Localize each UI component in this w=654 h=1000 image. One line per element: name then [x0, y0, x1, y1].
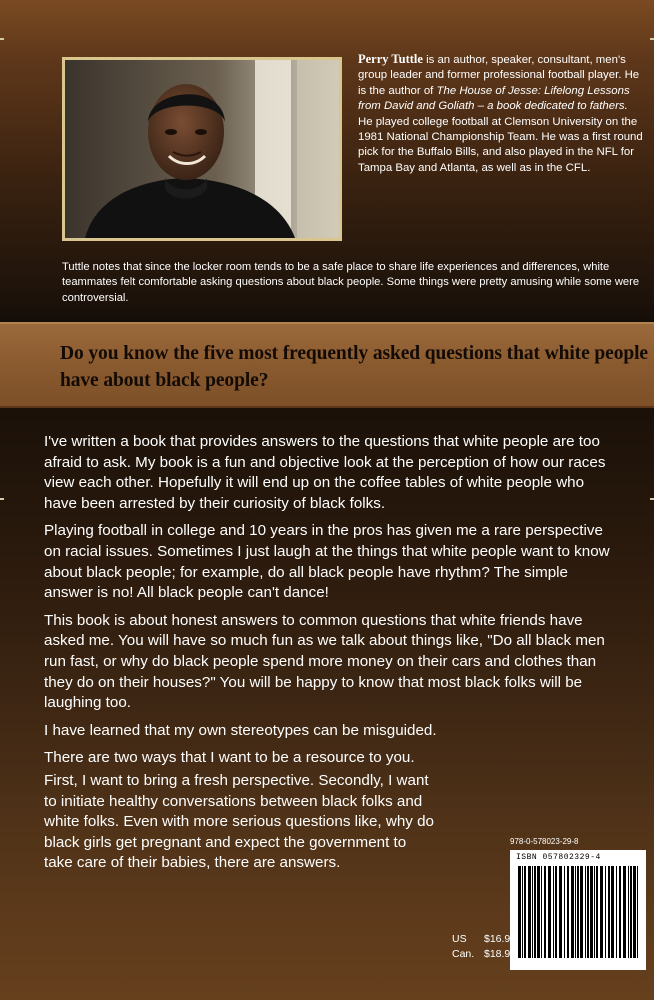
price-value: $16.95 — [484, 933, 517, 945]
barcode-bar — [619, 866, 621, 958]
price-label: US — [452, 933, 467, 945]
barcode-bar — [590, 866, 593, 958]
book-title: The House of Jesse: Lifelong Lessons from David and Goliath — [358, 84, 630, 113]
bio-college: He played college football at Clemson University on the 1981 National Championship Team. He was a first round pick for the Buffalo Bills, and also played in the NFL for Tampa Bay and Atlanta, as well as in the CFL. — [358, 115, 643, 174]
barcode-bar — [600, 866, 603, 958]
barcode-bar — [564, 866, 565, 958]
barcode-bar — [587, 866, 589, 958]
barcode-bar — [605, 866, 606, 958]
barcode-bar — [541, 866, 542, 958]
isbn-label: ISBN 057802329-4 — [516, 853, 601, 862]
author-portrait-image — [65, 60, 339, 238]
barcode-bar — [594, 866, 595, 958]
barcode-bar — [559, 866, 562, 958]
banner-question: Do you know the five most frequently asked questions that white people have about black people? — [60, 343, 648, 391]
book-title-tail: – a book dedicated to fathers. — [474, 100, 628, 113]
bio-locker-room: Tuttle notes that since the locker room tends to be a safe place to share life experiences and differences, white teammates felt comfortable asking questions about black people. Some things were pretty amusing while some were controversial. — [62, 261, 640, 304]
barcode-bar — [577, 866, 579, 958]
barcode-bar — [524, 866, 526, 958]
barcode-bar — [623, 866, 626, 958]
barcode-bar — [571, 866, 574, 958]
body-paragraph: I have learned that my own stereotypes can be misguided. — [44, 721, 437, 739]
body-copy — [44, 432, 614, 881]
crop-mark — [0, 498, 4, 500]
barcode-bar — [534, 866, 536, 958]
barcode — [510, 850, 646, 970]
barcode-bars — [510, 850, 646, 970]
barcode-bar — [544, 866, 546, 958]
author-bio — [358, 52, 648, 176]
price-canada — [452, 948, 516, 960]
barcode-bar — [585, 866, 586, 958]
body-paragraph: First, I want to bring a fresh perspective. Secondly, I want to initiate healthy conversations between black folks and white folks. Even with more serious questions like, why do black girls get pregnant and expect the government to take care of their babies, there are answers. — [44, 771, 434, 872]
barcode-bar — [616, 866, 617, 958]
barcode-bar — [555, 866, 557, 958]
bio-intro: is an author, speaker, consultant, men's group leader and former professional football player. He is the author of — [358, 54, 640, 97]
barcode-bar — [522, 866, 523, 958]
price-us — [452, 933, 516, 945]
body-paragraph: This book is about honest answers to common questions that white friends have asked me. You will have so much fun as we talk about things like, "Do all black men run fast, or why do black people spend more money on their cars and clothes than they do on their houses?" You will be happy to know that most black folks will be laughing too. — [44, 611, 605, 712]
crop-mark — [0, 38, 4, 40]
barcode-bar — [633, 866, 636, 958]
body-paragraph: I've written a book that provides answers to the questions that white people are too afraid to ask. My book is a fun and objective look at the perception of how our races view each other. Hopefully it will end up on the coffee tables of white people who have been arrested by their curiosity of black folks. — [44, 433, 606, 512]
body-paragraph: There are two ways that I want to be a resource to you. — [44, 749, 415, 767]
barcode-bar — [532, 866, 533, 958]
barcode-bar — [518, 866, 521, 958]
barcode-bar — [580, 866, 583, 958]
barcode-bar — [611, 866, 614, 958]
price-value: $18.95 — [484, 948, 517, 960]
barcode-bar — [637, 866, 638, 958]
author-photo — [62, 57, 342, 241]
crop-mark — [650, 38, 654, 40]
barcode-bar — [575, 866, 576, 958]
barcode-bar — [596, 866, 598, 958]
barcode-bar — [537, 866, 540, 958]
barcode-bar — [608, 866, 610, 958]
isbn-number: 978-0-578023-29-8 — [510, 837, 579, 846]
barcode-bar — [548, 866, 551, 958]
barcode-bar — [567, 866, 569, 958]
barcode-bar — [628, 866, 629, 958]
barcode-bar — [630, 866, 632, 958]
price-label: Can. — [452, 948, 475, 960]
crop-mark — [650, 498, 654, 500]
author-name: Perry Tuttle — [358, 52, 423, 66]
barcode-bar — [528, 866, 531, 958]
body-paragraph: Playing football in college and 10 years in the pros has given me a rare perspective on racial issues. Sometimes I just laugh at the things that white people want to know about black people; for example, do all black people have rhythm? The simple answer is no! All black people can't dance! — [44, 522, 610, 602]
barcode-bar — [553, 866, 554, 958]
